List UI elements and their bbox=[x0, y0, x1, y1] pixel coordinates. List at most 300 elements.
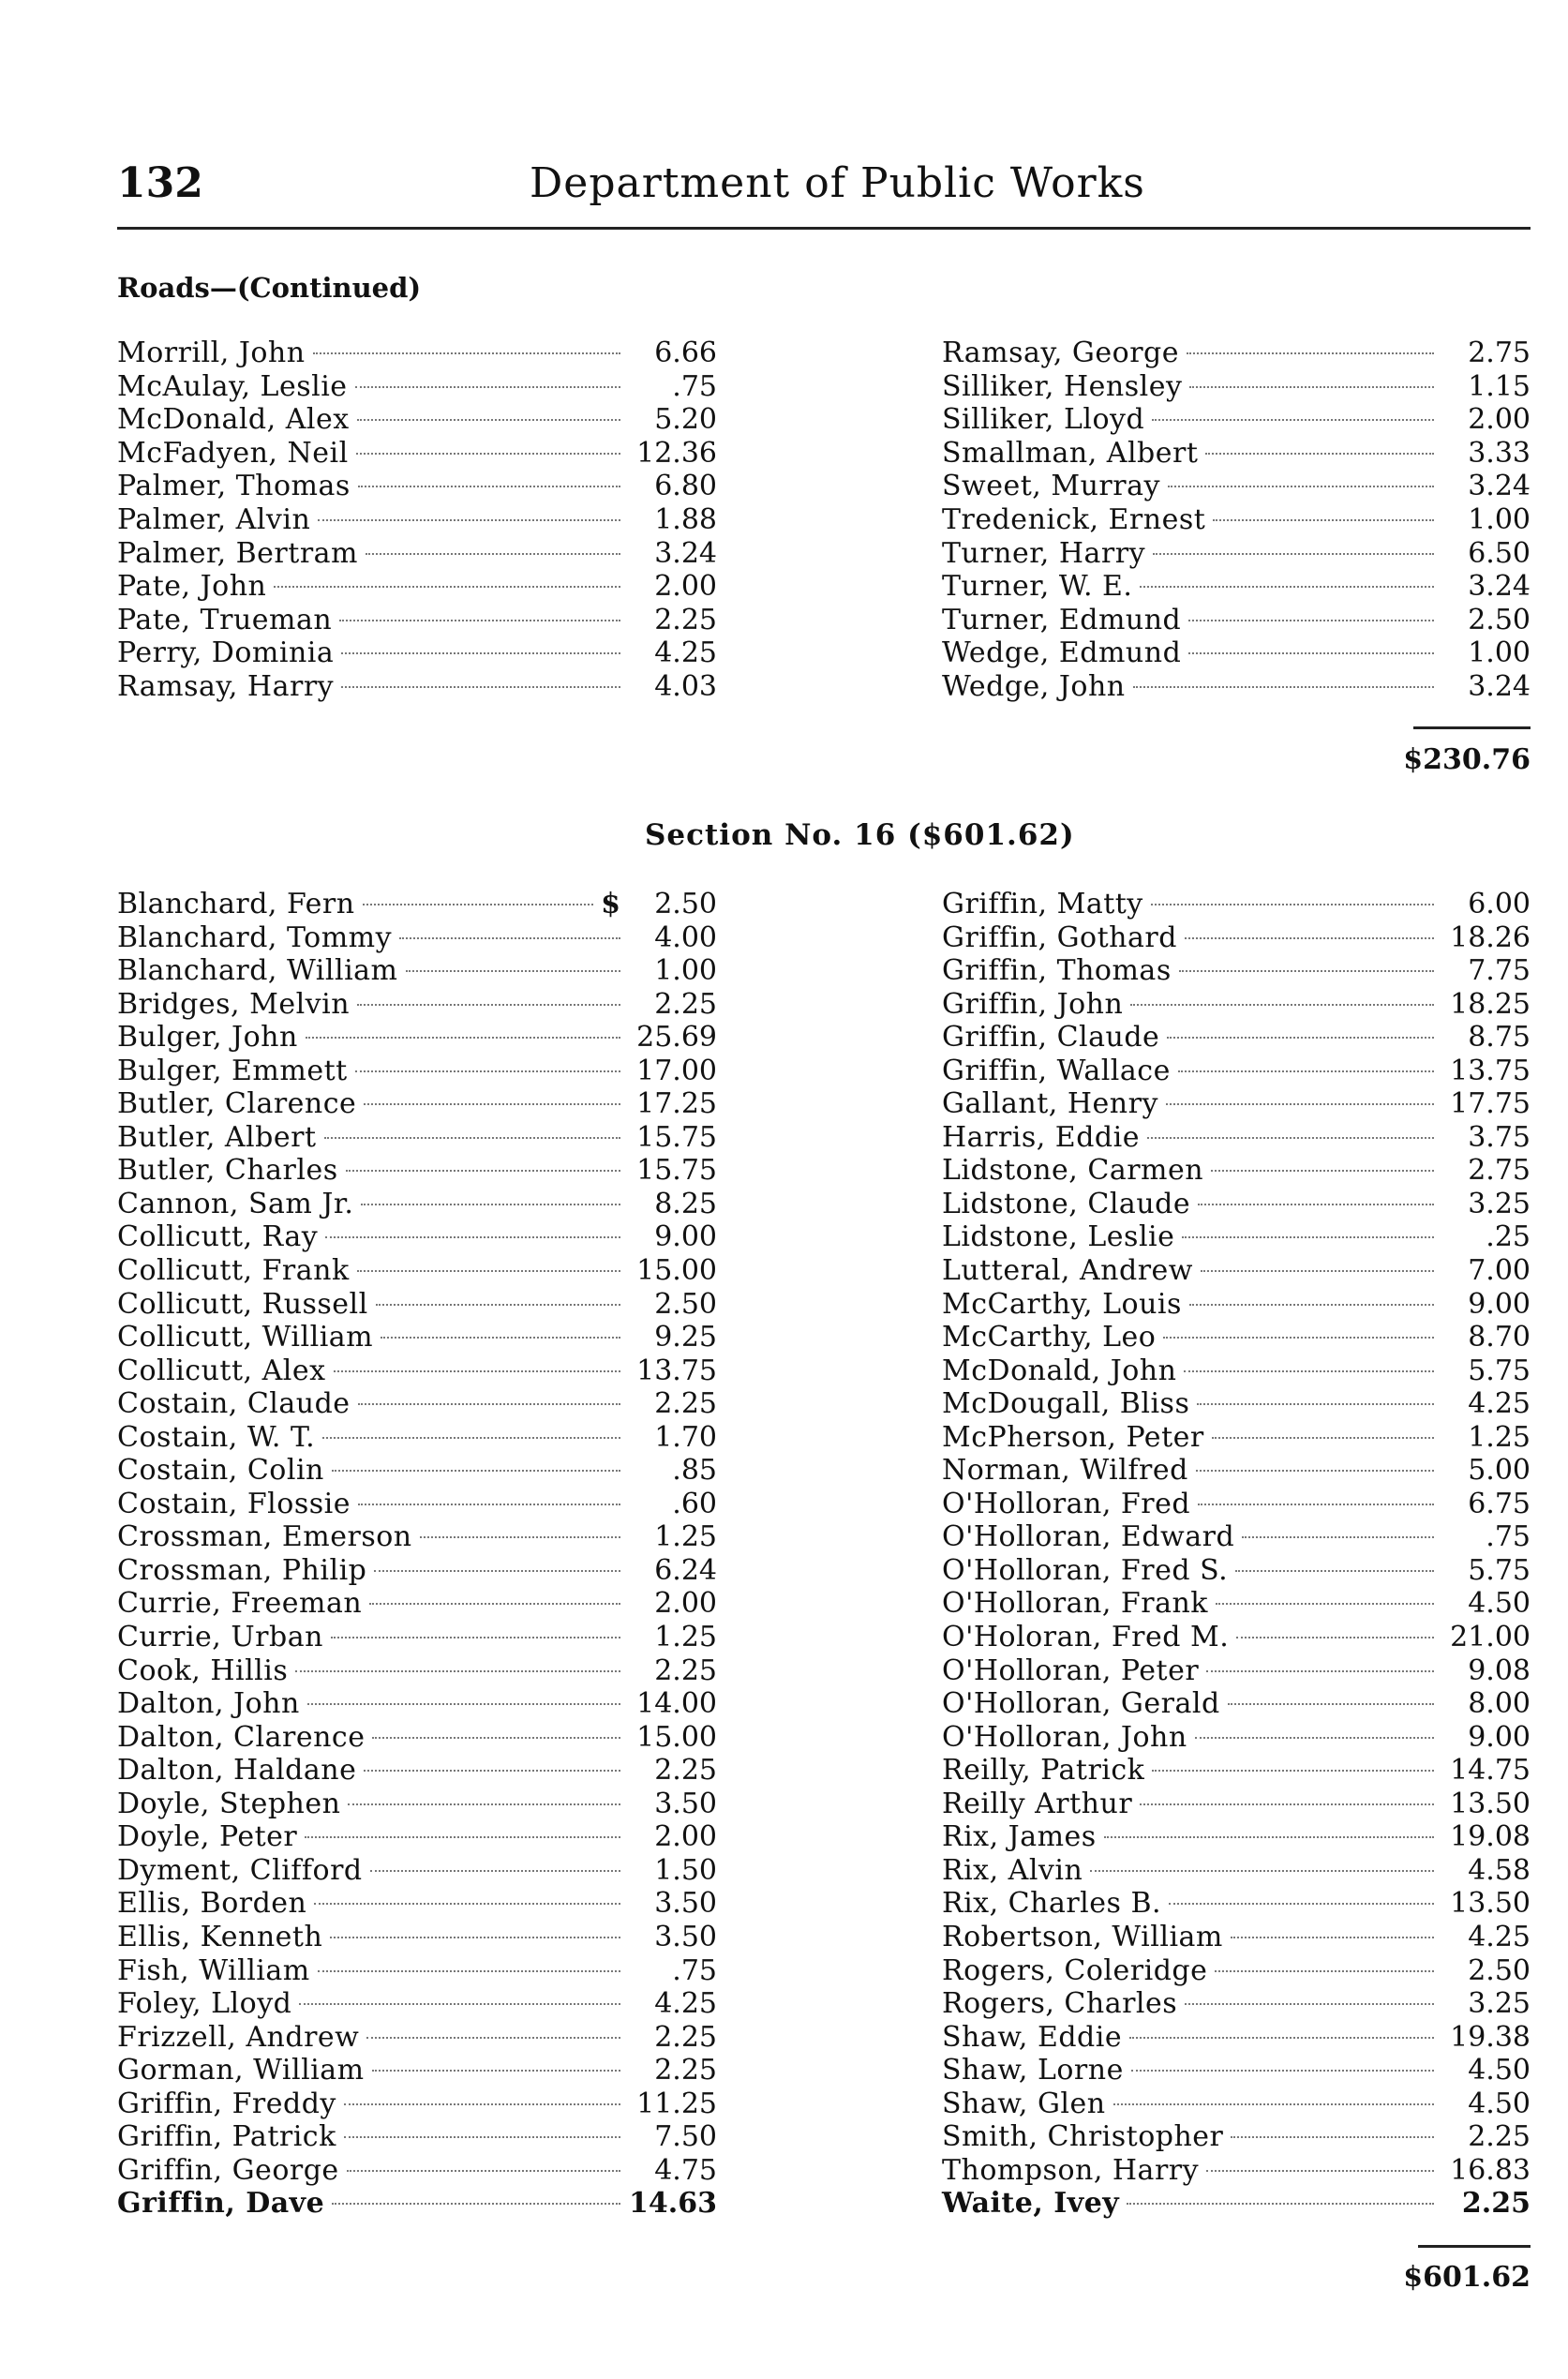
list-item bbox=[942, 670, 1531, 704]
entry-amount: .75 bbox=[672, 369, 717, 403]
entry-name: Palmer, Alvin bbox=[117, 502, 311, 536]
entry-name: Dalton, Clarence bbox=[117, 1720, 366, 1754]
entry-name: Harris, Eddie bbox=[942, 1120, 1140, 1154]
dot-leader bbox=[364, 1770, 620, 1772]
dot-leader bbox=[381, 1337, 620, 1339]
entry-name: Ramsay, George bbox=[942, 337, 1180, 369]
list-item bbox=[942, 1921, 1531, 1954]
dot-leader bbox=[1215, 1970, 1434, 1972]
dot-leader bbox=[306, 1037, 620, 1039]
entry-name: O'Holloran, Edward bbox=[942, 1520, 1235, 1554]
entry-name: Gorman, William bbox=[117, 2054, 365, 2087]
dot-leader bbox=[1167, 1037, 1434, 1039]
entry-name: Griffin, Freddy bbox=[117, 2087, 336, 2120]
entry-name: Cook, Hillis bbox=[117, 1653, 289, 1687]
entry-name: McCarthy, Leo bbox=[942, 1321, 1157, 1354]
entry-name: Cannon, Sam Jr. bbox=[117, 1187, 354, 1220]
dot-leader bbox=[1188, 620, 1434, 621]
entry-name: Costain, W. T. bbox=[117, 1420, 316, 1454]
entry-amount: 9.00 bbox=[1468, 1720, 1531, 1754]
entry-name: O'Holloran, Fred S. bbox=[942, 1553, 1229, 1587]
entry-name: Ellis, Kenneth bbox=[117, 1920, 323, 1953]
dot-leader bbox=[1140, 1803, 1434, 1805]
entry-amount: 3.50 bbox=[654, 1887, 717, 1921]
list-item bbox=[117, 437, 717, 471]
entry-name: Wedge, Edmund bbox=[942, 636, 1182, 670]
block1-left-column bbox=[117, 337, 717, 704]
dot-leader bbox=[1090, 1870, 1434, 1872]
list-item bbox=[942, 2021, 1531, 2055]
entry-amount: 4.58 bbox=[1468, 1853, 1531, 1887]
entry-name: Collicutt, William bbox=[117, 1321, 374, 1354]
entry-amount: 18.26 bbox=[1450, 920, 1531, 954]
entry-amount: 2.50 bbox=[654, 1287, 717, 1321]
entry-name: Turner, Harry bbox=[942, 536, 1146, 570]
entry-amount: 19.08 bbox=[1450, 1820, 1531, 1854]
list-item bbox=[117, 1754, 717, 1788]
list-item bbox=[942, 604, 1531, 637]
list-item bbox=[942, 537, 1531, 571]
entry-amount: 25.69 bbox=[636, 1021, 717, 1055]
list-item bbox=[942, 1687, 1531, 1721]
entry-amount: 7.50 bbox=[654, 2120, 717, 2154]
dot-leader bbox=[1168, 486, 1434, 487]
entry-name: Palmer, Bertram bbox=[117, 536, 359, 570]
entry-amount: 13.75 bbox=[636, 1354, 717, 1387]
list-item bbox=[117, 1121, 717, 1155]
entry-amount: 4.25 bbox=[1468, 1387, 1531, 1421]
entry-name: Doyle, Peter bbox=[117, 1820, 298, 1854]
list-item bbox=[117, 1820, 717, 1854]
entry-name: O'Holoran, Fred M. bbox=[942, 1621, 1230, 1654]
entry-amount: 4.50 bbox=[1468, 1587, 1531, 1621]
entry-name: Bulger, John bbox=[117, 1021, 298, 1055]
list-item bbox=[942, 1321, 1531, 1354]
list-item bbox=[942, 1121, 1531, 1155]
entry-name: Lidstone, Carmen bbox=[942, 1154, 1204, 1188]
entry-name: Rogers, Coleridge bbox=[942, 1953, 1208, 1987]
entry-name: Blanchard, Tommy bbox=[117, 920, 393, 954]
dot-leader bbox=[1127, 2203, 1434, 2205]
entry-amount: .25 bbox=[1486, 1220, 1531, 1254]
dot-leader bbox=[1131, 2070, 1434, 2072]
dot-leader bbox=[331, 1637, 620, 1638]
entry-name: Silliker, Hensley bbox=[942, 369, 1183, 403]
entry-name: Griffin, Matty bbox=[942, 888, 1143, 920]
list-item bbox=[942, 2087, 1531, 2121]
entry-amount: 2.25 bbox=[654, 1754, 717, 1788]
list-item bbox=[117, 1987, 717, 2021]
dot-leader bbox=[1129, 2037, 1434, 2039]
dot-leader bbox=[366, 553, 620, 555]
list-item bbox=[942, 954, 1531, 988]
dot-leader bbox=[1178, 1070, 1434, 1072]
entry-amount: 6.00 bbox=[1468, 888, 1531, 920]
list-item bbox=[942, 921, 1531, 955]
list-item bbox=[117, 537, 717, 571]
dot-leader bbox=[356, 453, 620, 455]
dot-leader bbox=[332, 1470, 620, 1472]
entry-amount: 4.50 bbox=[1468, 2087, 1531, 2120]
entry-name: Pate, Trueman bbox=[117, 603, 333, 636]
entry-amount: 9.00 bbox=[1468, 1287, 1531, 1321]
entry-name: Bridges, Melvin bbox=[117, 987, 351, 1021]
entry-amount: 3.25 bbox=[1468, 1187, 1531, 1220]
entry-amount: 17.00 bbox=[636, 1054, 717, 1087]
list-item bbox=[117, 370, 717, 404]
dot-leader bbox=[1179, 970, 1434, 972]
entry-name: Griffin, George bbox=[117, 2153, 339, 2187]
dot-leader bbox=[346, 1170, 620, 1172]
list-item bbox=[117, 1220, 717, 1254]
dot-leader bbox=[399, 937, 620, 939]
dot-leader bbox=[341, 686, 620, 688]
entry-amount: 15.75 bbox=[636, 1154, 717, 1188]
dot-leader bbox=[358, 1403, 620, 1405]
list-item bbox=[117, 1520, 717, 1554]
entry-amount: 2.25 bbox=[654, 1387, 717, 1421]
list-item bbox=[942, 1021, 1531, 1055]
entry-name: Palmer, Thomas bbox=[117, 470, 351, 503]
list-item bbox=[942, 1654, 1531, 1688]
list-item bbox=[942, 1087, 1531, 1121]
entry-amount: 9.25 bbox=[654, 1321, 717, 1354]
entry-name: Ellis, Borden bbox=[117, 1887, 307, 1921]
list-item bbox=[117, 1421, 717, 1455]
entry-amount: .60 bbox=[672, 1487, 717, 1520]
entry-amount: 2.25 bbox=[654, 2054, 717, 2087]
entry-name: Crossman, Emerson bbox=[117, 1520, 412, 1554]
entry-name: Reilly, Patrick bbox=[942, 1754, 1145, 1788]
dot-leader bbox=[1231, 1937, 1434, 1938]
dot-leader bbox=[1206, 2170, 1434, 2172]
entry-name: Perry, Dominia bbox=[117, 636, 335, 670]
entry-name: Wedge, John bbox=[942, 669, 1126, 703]
entry-name: Norman, Wilfred bbox=[942, 1454, 1188, 1488]
entry-amount: 4.50 bbox=[1468, 2054, 1531, 2087]
dot-leader bbox=[1231, 2136, 1434, 2138]
list-item bbox=[117, 1354, 717, 1388]
entry-amount: 2.25 bbox=[654, 1653, 717, 1687]
dot-leader bbox=[1189, 1304, 1434, 1306]
dot-leader bbox=[307, 1703, 620, 1705]
entry-amount: 3.24 bbox=[1468, 669, 1531, 703]
entry-amount: 2.25 bbox=[654, 603, 717, 636]
dot-leader bbox=[1236, 1637, 1434, 1638]
entry-name: Griffin, Wallace bbox=[942, 1054, 1171, 1087]
dot-leader bbox=[361, 1204, 620, 1205]
entry-name: Butler, Charles bbox=[117, 1154, 338, 1188]
entry-amount: 6.75 bbox=[1468, 1487, 1531, 1520]
entry-amount: 1.88 bbox=[654, 502, 717, 536]
list-item bbox=[942, 1987, 1531, 2021]
dot-leader bbox=[318, 1970, 620, 1972]
entry-amount: 2.75 bbox=[1468, 337, 1531, 369]
list-item bbox=[942, 1288, 1531, 1322]
list-item bbox=[942, 636, 1531, 670]
entry-amount: 3.25 bbox=[1468, 1987, 1531, 2021]
entry-name: Collicutt, Alex bbox=[117, 1354, 326, 1387]
dot-leader bbox=[1104, 1836, 1434, 1838]
entry-name: Crossman, Philip bbox=[117, 1553, 367, 1587]
entry-name: McCarthy, Louis bbox=[942, 1287, 1182, 1321]
entry-amount: 2.00 bbox=[654, 1820, 717, 1854]
entry-amount: 3.33 bbox=[1468, 436, 1531, 470]
list-item bbox=[117, 1454, 717, 1488]
entry-name: Rix, Charles B. bbox=[942, 1887, 1162, 1921]
entry-name: Turner, W. E. bbox=[942, 570, 1133, 604]
entry-name: Collicutt, Russell bbox=[117, 1287, 368, 1321]
entry-amount: 1.00 bbox=[654, 954, 717, 988]
list-item bbox=[117, 670, 717, 704]
entry-amount: 5.75 bbox=[1468, 1553, 1531, 1587]
list-item bbox=[942, 1721, 1531, 1755]
entry-amount: 9.00 bbox=[654, 1220, 717, 1254]
list-item bbox=[117, 988, 717, 1022]
entry-name: McPherson, Peter bbox=[942, 1420, 1204, 1454]
dot-leader bbox=[357, 1004, 620, 1006]
entry-amount: 13.50 bbox=[1450, 1887, 1531, 1921]
entry-name: Griffin, Gothard bbox=[942, 920, 1177, 954]
entry-name: Costain, Claude bbox=[117, 1387, 351, 1421]
entry-amount: 14.00 bbox=[636, 1687, 717, 1721]
dot-leader bbox=[376, 1304, 620, 1306]
entry-amount: 3.24 bbox=[654, 536, 717, 570]
entry-amount: 2.75 bbox=[1468, 1154, 1531, 1188]
dot-leader bbox=[1187, 352, 1434, 354]
dot-leader bbox=[1188, 652, 1434, 654]
dot-leader bbox=[374, 1570, 620, 1572]
dot-leader bbox=[1130, 1004, 1434, 1006]
list-item bbox=[117, 1554, 717, 1588]
entry-amount: 13.75 bbox=[1450, 1054, 1531, 1087]
entry-amount: 4.00 bbox=[654, 920, 717, 954]
dot-leader bbox=[1197, 1403, 1434, 1405]
list-item bbox=[117, 503, 717, 537]
entry-amount: 8.25 bbox=[654, 1187, 717, 1220]
dot-leader bbox=[1152, 419, 1434, 421]
entry-amount: 5.75 bbox=[1468, 1354, 1531, 1387]
list-item bbox=[942, 2187, 1531, 2221]
page-title: Department of Public Works bbox=[530, 159, 1145, 207]
entry-name: Frizzell, Andrew bbox=[117, 2020, 360, 2054]
list-item bbox=[117, 1288, 717, 1322]
dot-leader bbox=[274, 586, 620, 588]
entry-name: Griffin, Dave bbox=[117, 2187, 325, 2221]
dot-leader bbox=[1198, 1204, 1434, 1205]
entry-amount: 2.00 bbox=[654, 570, 717, 604]
entry-name: McFadyen, Neil bbox=[117, 436, 349, 470]
list-item bbox=[117, 2054, 717, 2087]
entry-amount: 4.25 bbox=[654, 1987, 717, 2021]
list-item bbox=[117, 1021, 717, 1055]
page-number: 132 bbox=[117, 159, 203, 207]
dot-leader bbox=[341, 652, 620, 654]
list-item bbox=[942, 470, 1531, 503]
dot-leader bbox=[1242, 1536, 1434, 1538]
dot-leader bbox=[1189, 386, 1434, 388]
list-item bbox=[117, 1654, 717, 1688]
entry-amount: 3.24 bbox=[1468, 570, 1531, 604]
entry-amount: 6.66 bbox=[654, 337, 717, 369]
dot-leader bbox=[330, 1937, 620, 1938]
entry-name: Shaw, Lorne bbox=[942, 2054, 1124, 2087]
dot-leader bbox=[406, 970, 621, 972]
entry-amount: 2.50 bbox=[1468, 603, 1531, 636]
block1-total: $230.76 bbox=[1403, 743, 1531, 776]
dot-leader bbox=[366, 2037, 620, 2039]
list-item bbox=[117, 1587, 717, 1621]
entry-amount: 1.00 bbox=[1468, 502, 1531, 536]
entry-amount: 5.20 bbox=[654, 403, 717, 437]
dot-leader bbox=[1201, 1270, 1434, 1272]
dot-leader bbox=[344, 2103, 620, 2105]
entry-name: Costain, Flossie bbox=[117, 1487, 351, 1520]
entry-name: Fish, William bbox=[117, 1953, 310, 1987]
entry-amount: 13.50 bbox=[1450, 1787, 1531, 1820]
entry-name: Tredenick, Ernest bbox=[942, 502, 1206, 536]
block2-right-column bbox=[942, 888, 1531, 2221]
block1-right-column bbox=[942, 337, 1531, 704]
dot-leader bbox=[314, 1903, 620, 1905]
list-item bbox=[117, 1055, 717, 1088]
list-item bbox=[942, 2120, 1531, 2154]
entry-amount: 2.00 bbox=[1468, 403, 1531, 437]
header-rule bbox=[117, 227, 1531, 230]
entry-name: Silliker, Lloyd bbox=[942, 403, 1145, 437]
list-item bbox=[117, 1321, 717, 1354]
dot-leader bbox=[358, 486, 620, 487]
dot-leader bbox=[1151, 904, 1434, 905]
block1-total-rule bbox=[1413, 726, 1531, 729]
list-item bbox=[117, 403, 717, 437]
entry-name: Collicutt, Ray bbox=[117, 1220, 319, 1254]
entry-amount: 21.00 bbox=[1450, 1621, 1531, 1654]
entry-amount: .85 bbox=[672, 1454, 717, 1488]
dot-leader bbox=[324, 1137, 620, 1139]
entry-amount: .75 bbox=[1486, 1520, 1531, 1554]
dot-leader bbox=[1211, 1170, 1434, 1172]
dot-leader bbox=[1182, 1236, 1434, 1238]
dot-leader bbox=[1213, 519, 1434, 521]
entry-name: Griffin, Thomas bbox=[942, 954, 1172, 988]
list-item bbox=[942, 1554, 1531, 1588]
entry-name: Rogers, Charles bbox=[942, 1987, 1178, 2021]
list-item bbox=[942, 403, 1531, 437]
entry-amount: 15.00 bbox=[636, 1720, 717, 1754]
entry-name: McDougall, Bliss bbox=[942, 1387, 1190, 1421]
entry-name: Smallman, Albert bbox=[942, 436, 1199, 470]
entry-amount: 14.75 bbox=[1450, 1754, 1531, 1788]
entry-amount: 6.50 bbox=[1468, 536, 1531, 570]
entry-name: Pate, John bbox=[117, 570, 267, 604]
entry-name: Blanchard, Fern bbox=[117, 888, 355, 920]
dot-leader bbox=[325, 1236, 620, 1238]
dot-leader bbox=[1169, 1903, 1434, 1905]
list-item bbox=[117, 1188, 717, 1221]
list-item bbox=[117, 1887, 717, 1921]
list-item bbox=[942, 1621, 1531, 1654]
entry-amount: 1.70 bbox=[654, 1420, 717, 1454]
entry-amount: 19.38 bbox=[1450, 2020, 1531, 2054]
list-item bbox=[117, 1387, 717, 1421]
entry-amount: 3.24 bbox=[1468, 470, 1531, 503]
list-item bbox=[117, 470, 717, 503]
list-item bbox=[117, 1154, 717, 1188]
dot-leader bbox=[1184, 1370, 1434, 1372]
dot-leader bbox=[372, 2070, 620, 2072]
dot-leader bbox=[348, 1803, 620, 1805]
list-item bbox=[942, 1254, 1531, 1288]
list-item bbox=[942, 1820, 1531, 1854]
entry-amount: 8.75 bbox=[1468, 1021, 1531, 1055]
entry-amount: 1.15 bbox=[1468, 369, 1531, 403]
entry-name: Ramsay, Harry bbox=[117, 669, 335, 703]
entry-amount: 2.50 bbox=[654, 888, 717, 920]
dot-leader bbox=[420, 1536, 620, 1538]
entry-amount: 2.50 bbox=[1468, 1953, 1531, 1987]
dot-leader bbox=[370, 1870, 620, 1872]
dot-leader bbox=[1152, 1770, 1434, 1772]
entry-name: Costain, Colin bbox=[117, 1454, 324, 1488]
dot-leader bbox=[332, 2203, 620, 2205]
dot-leader bbox=[372, 1737, 620, 1739]
entry-name: Reilly Arthur bbox=[942, 1787, 1133, 1820]
entry-amount: 1.00 bbox=[1468, 636, 1531, 670]
entry-name: Griffin, Patrick bbox=[117, 2120, 336, 2154]
entry-amount: 3.75 bbox=[1468, 1120, 1531, 1154]
list-item bbox=[942, 1055, 1531, 1088]
dot-leader bbox=[322, 1437, 620, 1439]
list-item bbox=[942, 2054, 1531, 2087]
list-item bbox=[942, 1754, 1531, 1788]
list-item bbox=[942, 1954, 1531, 1988]
list-item bbox=[942, 503, 1531, 537]
entry-name: Morrill, John bbox=[117, 337, 306, 369]
list-item bbox=[117, 570, 717, 604]
entry-name: Dyment, Clifford bbox=[117, 1853, 363, 1887]
entry-amount: 16.83 bbox=[1450, 2153, 1531, 2187]
entry-name: O'Holloran, Peter bbox=[942, 1653, 1200, 1687]
entry-name: Lidstone, Leslie bbox=[942, 1220, 1175, 1254]
list-item bbox=[942, 1387, 1531, 1421]
dot-leader bbox=[318, 519, 620, 521]
entry-name: Gallant, Henry bbox=[942, 1087, 1158, 1121]
list-item bbox=[942, 1854, 1531, 1888]
entry-amount: 17.25 bbox=[636, 1087, 717, 1121]
section-title: Section No. 16 ($601.62) bbox=[645, 818, 1075, 852]
entry-name: Lidstone, Claude bbox=[942, 1187, 1191, 1220]
block2-total-rule bbox=[1418, 2245, 1531, 2248]
entry-amount: 3.50 bbox=[654, 1787, 717, 1820]
list-item bbox=[942, 988, 1531, 1022]
list-item bbox=[117, 2021, 717, 2055]
entry-name: Dalton, John bbox=[117, 1687, 300, 1721]
list-item bbox=[117, 1254, 717, 1288]
entry-name: Rix, James bbox=[942, 1820, 1097, 1854]
entry-name: Foley, Lloyd bbox=[117, 1987, 292, 2021]
dot-leader bbox=[358, 1504, 620, 1505]
dot-leader bbox=[1196, 1470, 1434, 1472]
entry-name: Waite, Ivey bbox=[942, 2187, 1120, 2221]
dot-leader bbox=[344, 2136, 620, 2138]
entry-name: O'Holloran, Fred bbox=[942, 1487, 1191, 1520]
list-item bbox=[117, 2154, 717, 2188]
dot-leader bbox=[1185, 2003, 1434, 2005]
dot-leader bbox=[357, 419, 620, 421]
dot-leader bbox=[1216, 1603, 1434, 1605]
dot-leader bbox=[1212, 1437, 1434, 1439]
